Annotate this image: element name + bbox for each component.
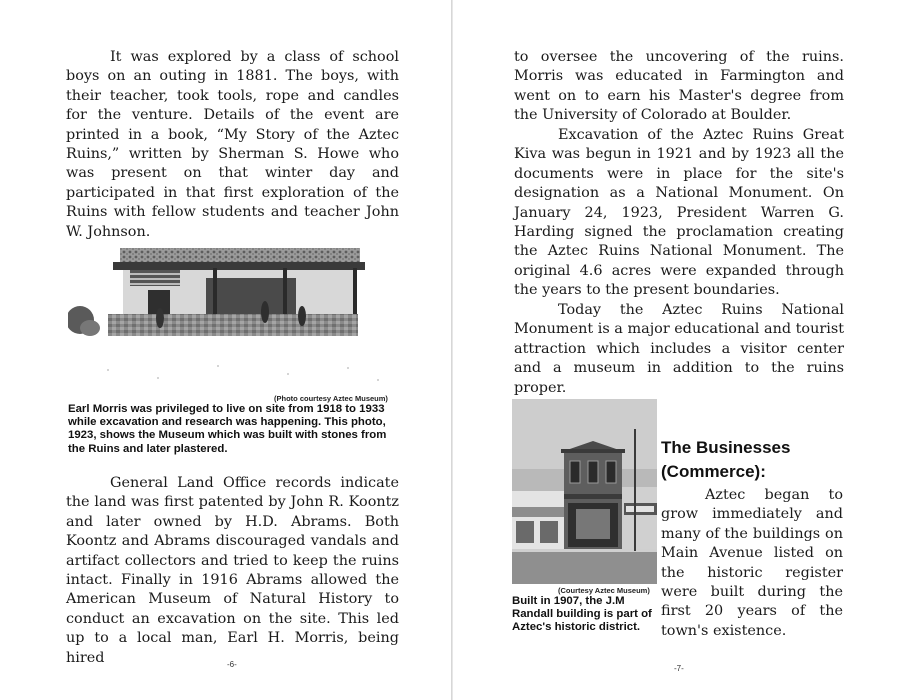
right-page-number: -7- [674,664,684,673]
left-page-number: -6- [227,660,237,669]
right-paragraph-4: Aztec began to grow immediately and many of the buildings on Main Avenue listed on the historic register were built during the first 20 years of the town's existence. [661,487,843,639]
right-paragraph-1: to oversee the uncovering of the ruins. Morris was educated in Farmington and went on to earn his Master's degree from the University of Colorado at Boulder. [514,49,844,124]
museum-photo-credit: (Photo courtesy Aztec Museum) [274,394,388,403]
left-paragraph-1: It was explored by a class of school boys on an outing in 1881. The boys, with their teacher, took tools, rope and candles for the venture. Details of the event are printed in a book, “My Story of the Aztec Ruins,” written by Sherman S. Howe who was present on that winter day and participated in that first exploration of the Ruins with fellow students and teacher John W. Johnson. [66,49,399,240]
randall-building-photo [512,399,657,584]
section-heading: The Businesses (Commerce): [661,438,791,481]
museum-building-illustration [68,240,398,392]
right-paragraph-3: Today the Aztec Ruins National Monument is a major educational and tourist attraction which includes a visitor center and a museum in addition to the ruins proper. [514,302,844,396]
left-paragraph-2: General Land Office records indicate the land was first patented by John R. Koontz and later owned by H.D. Abrams. Both Koontz and Abrams discouraged vandals and artifact collectors and tried to keep the ruins intact. Finally in 1916 Abrams allowed the American Museum of Natural History to conduct an excavation on the site. This led up to a local man, Earl H. Morris, being hired [66,475,399,666]
right-page [453,0,900,700]
randall-photo-credit: (Courtesy Aztec Museum) [558,586,650,595]
randall-building-illustration [512,399,657,584]
museum-photo-caption: Earl Morris was privileged to live on site from 1918 to 1933 while excavation and research was happening. This photo, 1923, shows the Museum which was built with stones from the Ruins and later plastered. [68,403,387,455]
randall-photo-caption: Built in 1907, the J.M Randall building is part of Aztec's historic district. [512,595,652,634]
museum-photo [68,240,398,392]
right-paragraph-2: Excavation of the Aztec Ruins Great Kiva was begun in 1921 and by 1923 all the documents were in place for the site's designation as a National Monument. On January 24, 1923, President Warren G. Harding signed the proclamation creating the Aztec Ruins National Monument. The original 4.6 acres were expanded through the years to the present boundaries. [514,127,844,299]
